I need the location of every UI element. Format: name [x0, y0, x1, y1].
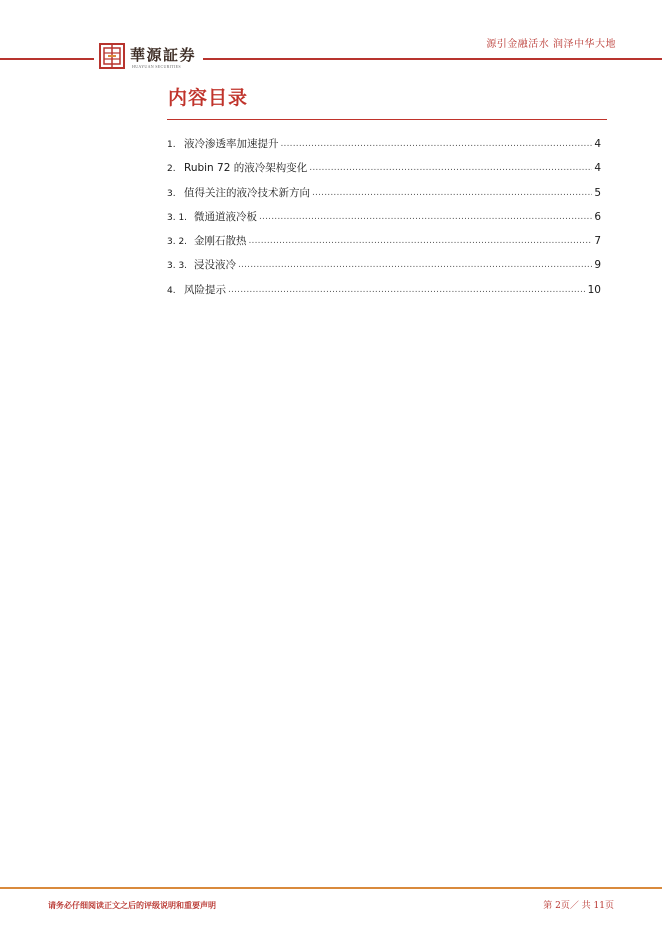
toc-entry-number: 3. 3. — [167, 261, 188, 272]
toc-entry-page: 4 — [594, 138, 601, 150]
toc-entry[interactable] — [167, 233, 601, 257]
toc-dot-leader — [312, 188, 592, 198]
header-rule-left — [0, 58, 94, 60]
toc-title: 内容目录 — [168, 87, 249, 109]
toc-entry-number: 2. — [167, 164, 176, 175]
toc-dot-leader — [238, 260, 592, 270]
toc-entry-page: 7 — [594, 235, 601, 248]
logo-seal-icon — [99, 43, 125, 69]
toc-entry-number: 3. 2. — [167, 237, 188, 248]
logo-subtitle: HUAYUAN SECURITIES — [132, 64, 181, 69]
toc-entry-page: 6 — [594, 210, 601, 223]
toc-entry[interactable] — [167, 209, 601, 233]
logo-name: 華源証券 — [130, 46, 197, 64]
footer-disclaimer: 请务必仔细阅读正文之后的评级说明和重要声明 — [48, 900, 216, 910]
toc-entry-text: 微通道液冷板 — [194, 210, 257, 223]
toc-entry-text: 浸没液冷 — [194, 259, 236, 272]
toc-dot-leader — [228, 285, 586, 295]
toc-entry[interactable] — [167, 185, 601, 209]
toc-dot-leader — [249, 236, 593, 246]
toc-entry[interactable] — [167, 160, 601, 184]
toc-entry-text: 值得关注的液冷技术新方向 — [184, 186, 310, 199]
toc-dot-leader — [281, 139, 593, 149]
toc-entry-page: 10 — [587, 283, 601, 296]
toc-entry-page: 5 — [594, 186, 601, 199]
toc-entry-text: 风险提示 — [184, 283, 226, 296]
company-logo — [99, 43, 203, 73]
toc-entry-number: 1. — [167, 140, 176, 150]
toc-entry-page: 9 — [594, 259, 601, 272]
header-slogan: 源引金融活水 润泽中华大地 — [486, 39, 616, 50]
title-rule — [167, 119, 607, 120]
toc-entry[interactable] — [167, 282, 601, 306]
toc-entry-page: 4 — [594, 162, 601, 175]
toc-entry[interactable] — [167, 257, 601, 281]
toc-list — [167, 136, 601, 306]
toc-entry-number: 3. 1. — [167, 212, 188, 223]
footer-rule — [0, 887, 662, 889]
toc-entry-text: 金刚石散热 — [194, 235, 247, 248]
toc-entry-text: 液冷渗透率加速提升 — [184, 138, 279, 150]
toc-entry-number: 3. — [167, 188, 176, 199]
header-rule-right — [203, 58, 662, 60]
footer-page-info: 第 2页／ 共 11页 — [543, 901, 614, 911]
toc-dot-leader — [259, 212, 592, 222]
toc-dot-leader — [309, 163, 592, 173]
toc-entry[interactable] — [167, 136, 601, 160]
toc-entry-text: Rubin 72 的液冷架构变化 — [184, 162, 308, 175]
toc-entry-number: 4. — [167, 285, 176, 296]
